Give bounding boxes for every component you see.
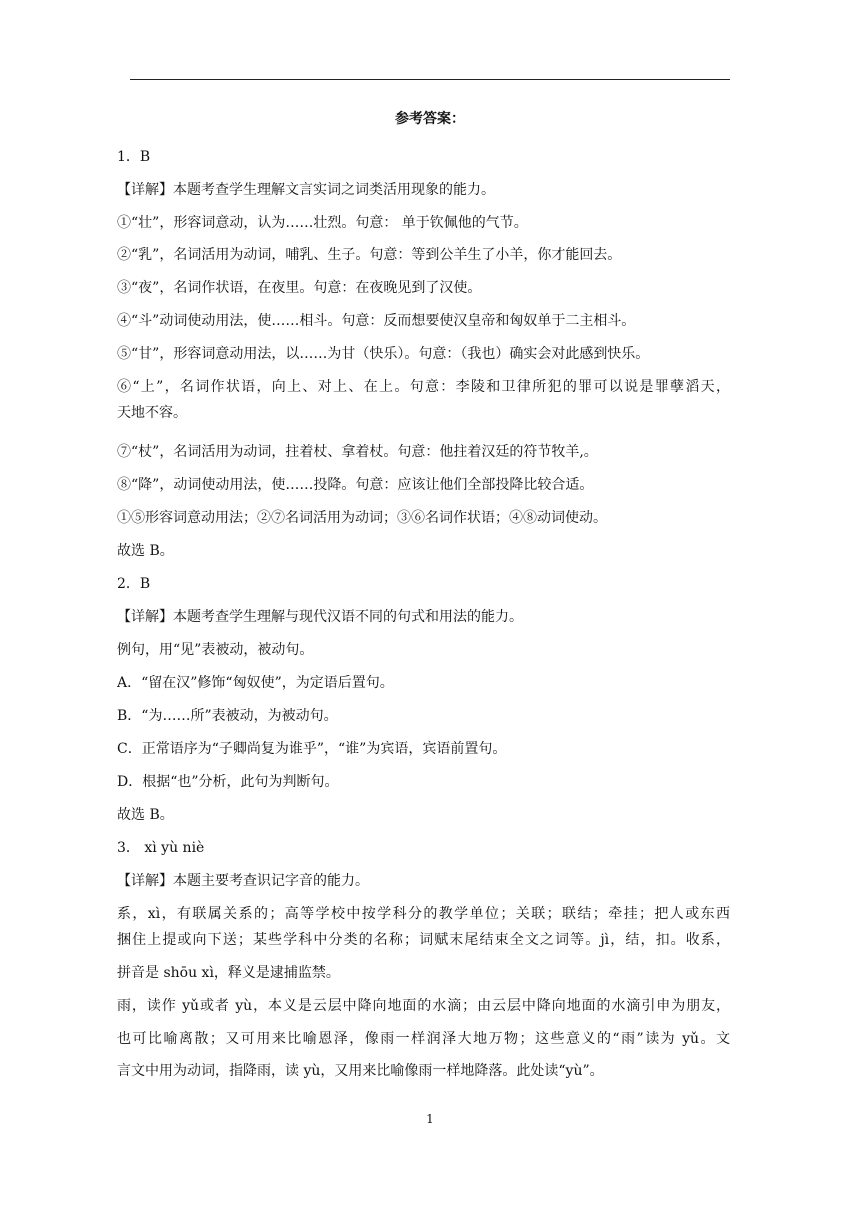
text-line: B．“为……所”表被动，为被动句。 [117,708,338,724]
text-line: ⑦“杖”，名词活用为动词，拄着杖、拿着杖。句意：他拄着汉廷的符节牧羊,。 [117,444,598,460]
text-line: ④“斗”动词使动用法，使……相斗。句意：反而想要使汉皇帝和匈奴单于二主相斗。 [117,313,636,329]
text-line: 【详解】本题考查学生理解与现代汉语不同的句式和用法的能力。 [117,609,523,625]
text-line: ⑤“甘”，形容词意动用法，以……为甘（快乐）。句意：（我也）确实会对此感到快乐。 [117,346,650,362]
text-line: ②“乳”，名词活用为动词，哺乳、生子。句意：等到公羊生了小羊，你才能回去。 [117,247,622,263]
text-line: 2．B [117,576,151,592]
text-line: 雨，读作 yǔ或者 yù，本义是云层中降向地面的水滴；由云层中降向地面的水滴引申为朋友， [117,998,730,1014]
text-line: 天地不容。 [117,405,187,421]
text-line: 3． xì yù niè [117,840,205,856]
text-line: 例句，用“见”表被动，被动句。 [117,642,314,658]
text-line: D．根据“也”分析，此句为判断句。 [117,774,339,790]
text-line: ①⑤形容词意动用法；②⑦名词活用为动词；③⑥名词作状语；④⑧动词使动。 [117,510,607,526]
text-line: 系，xì，有联属关系的；高等学校中按学科分的教学单位；关联；联结；牵挂；把人或东西 [117,906,730,922]
text-line: ③“夜”，名词作状语，在夜里。句意：在夜晚见到了汉使。 [117,280,482,296]
text-line: 也可比喻离散；又可用来比喻恩泽，像雨一样润泽大地万物；这些意义的“雨”读为 yǔ。文 [117,1031,730,1047]
page-number: 1 [426,1112,434,1126]
text-line: 故选 B。 [117,543,174,559]
header-rule [130,79,730,80]
text-line: 【详解】本题主要考查识记字音的能力。 [117,873,369,889]
text-line: ⑥“上”，名词作状语，向上、对上、在上。句意：李陵和卫律所犯的罪可以说是罪孽滔天， [117,379,730,395]
text-line: 捆住上提或向下送；某些学科中分类的名称；词赋末尾结束全文之词等。jì，结，扣。收系， [117,932,730,948]
text-line: A．“留在汉”修饰“匈奴使”，为定语后置句。 [117,675,394,691]
text-line: 1．B [117,149,151,165]
page-title: 参考答案： [395,111,465,127]
text-line: C．正常语序为“子卿尚复为谁乎”，“谁”为宾语，宾语前置句。 [117,741,507,757]
text-line: 言文中用为动词，指降雨，读 yù，又用来比喻像雨一样地降落。此处读“yù”。 [117,1063,604,1079]
text-line: 故选 B。 [117,807,174,823]
text-line: 拼音是 shōu xì，释义是逮捕监禁。 [117,965,340,981]
text-line: ⑧“降”，动词使动用法，使……投降。句意：应该让他们全部投降比较合适。 [117,477,594,493]
text-line: 【详解】本题考查学生理解文言实词之词类活用现象的能力。 [117,182,495,198]
text-line: ①“壮”，形容词意动，认为……壮烈。句意： 单于钦佩他的气节。 [117,215,528,231]
